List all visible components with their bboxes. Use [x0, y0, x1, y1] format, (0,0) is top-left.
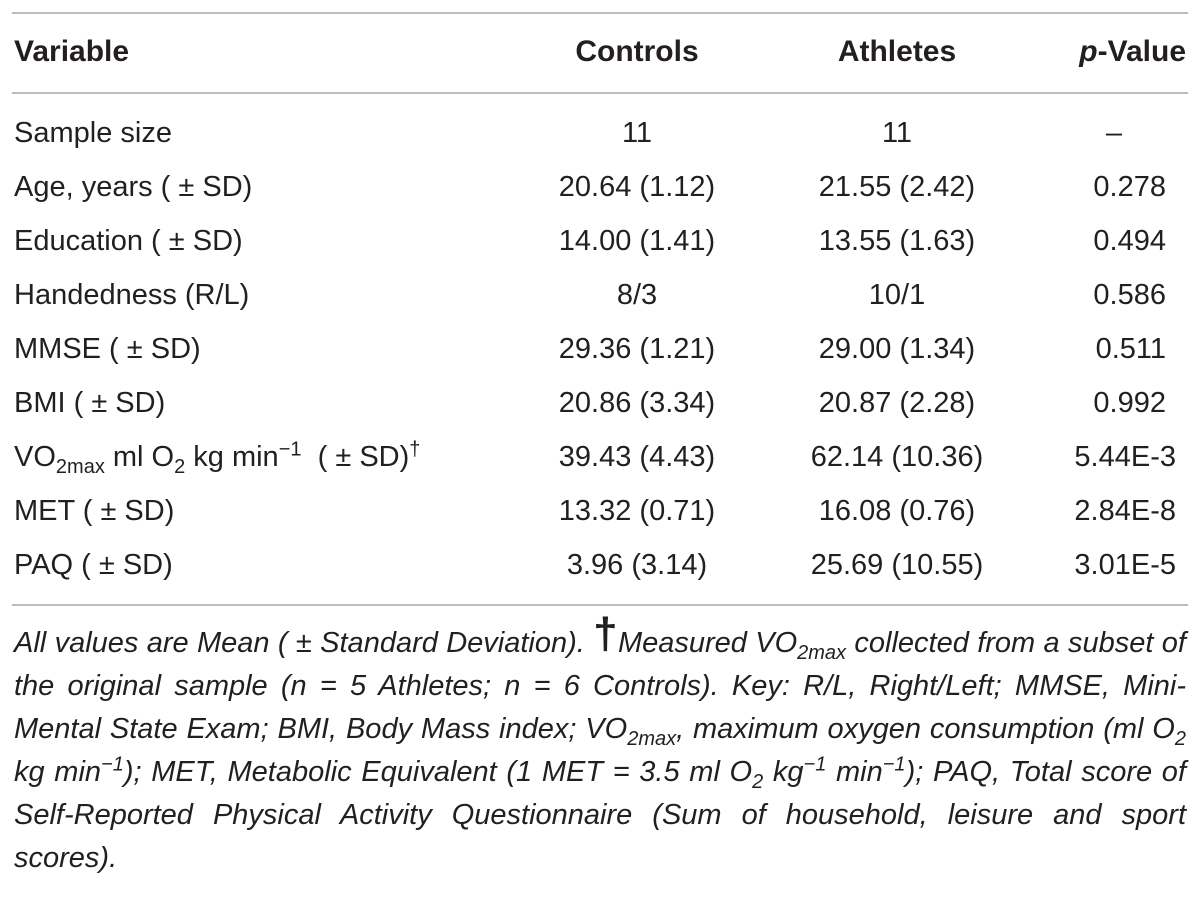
- row-athletes: 11: [881, 117, 913, 149]
- row-pvalue: 5.44E-3: [1074, 441, 1176, 473]
- header-pvalue: [1079, 28, 1186, 76]
- table-footnote: All values are Mean ( ± Standard Deviation). †Measured $VO_{2max}$ collected from a subset of the original sample (n = 5 Athletes; n = 6 Controls). Key: R/L, Right/Left; MMSE, Mini-Mental State Exam; BMI, Body Mass index; $VO_{2max}$, maximum oxygen consumption (ml $O_2$ kg $\min^{-1}$); MET, Metabolic Equivalent (1 MET = 3.5 ml $O_2$ $kg^{-1}$ $\min^{-1}$); PAQ, Total score of Self-Reported Physical Activity Questionnaire (Sum of household, leisure and sport scores).: [14, 609, 1186, 874]
- table-bottom-rule: [12, 604, 1188, 606]
- row-controls: 29.36 (1.21): [558, 333, 716, 365]
- row-variable: Age, years ( ± SD): [14, 171, 253, 203]
- row-athletes: 13.55 (1.63): [818, 225, 976, 257]
- table-row: [0, 538, 1200, 592]
- table-top-rule: [12, 12, 1188, 14]
- row-controls: 13.32 (0.71): [558, 495, 716, 527]
- row-pvalue: 3.01E-5: [1074, 549, 1176, 581]
- row-athletes: 10/1: [868, 279, 926, 311]
- table-row: [0, 106, 1200, 160]
- row-athletes: 25.69 (10.55): [810, 549, 984, 581]
- header-athletes: Athletes: [837, 35, 957, 68]
- row-pvalue: 0.586: [1093, 279, 1166, 311]
- header-variable: Variable: [14, 35, 130, 68]
- row-controls: 3.96 (3.14): [566, 549, 708, 581]
- table-row: [0, 268, 1200, 322]
- header-pvalue-rest: -Value: [1097, 35, 1186, 68]
- dagger-mark: †: [409, 438, 421, 461]
- row-athletes: 62.14 (10.36): [810, 441, 984, 473]
- row-variable: PAQ ( ± SD): [14, 549, 173, 581]
- row-controls: 11: [621, 117, 653, 149]
- row-pvalue: 0.494: [1093, 225, 1166, 257]
- row-controls: 8/3: [616, 279, 658, 311]
- header-controls: Controls: [575, 35, 699, 68]
- table-row: [0, 322, 1200, 376]
- row-variable: MMSE ( ± SD): [14, 333, 201, 365]
- row-athletes: 16.08 (0.76): [818, 495, 976, 527]
- table-row: [0, 214, 1200, 268]
- table-row: [0, 160, 1200, 214]
- row-variable: Education ( ± SD): [14, 225, 243, 257]
- row-variable: Handedness (R/L): [14, 279, 250, 311]
- row-controls: 20.64 (1.12): [558, 171, 716, 203]
- row-pvalue: 0.992: [1093, 387, 1166, 419]
- row-variable-vo2max: $VO_{2max}$ ml $O_2$ kg $\min^{-1}$ ( ± SD)†: [14, 438, 421, 478]
- row-pvalue: –: [1105, 117, 1123, 149]
- header-bottom-rule: [12, 92, 1188, 94]
- table-row: [0, 430, 1200, 484]
- header-pvalue-italic: p: [1079, 35, 1098, 68]
- dagger-mark: †: [593, 609, 618, 658]
- row-controls: 20.86 (3.34): [558, 387, 716, 419]
- row-pvalue: 0.278: [1093, 171, 1166, 203]
- row-variable: Sample size: [14, 117, 172, 149]
- row-athletes: 21.55 (2.42): [818, 171, 976, 203]
- row-variable: BMI ( ± SD): [14, 387, 166, 419]
- row-pvalue: 2.84E-8: [1074, 495, 1176, 527]
- table-row: [0, 484, 1200, 538]
- row-controls: 14.00 (1.41): [558, 225, 716, 257]
- row-athletes: 29.00 (1.34): [818, 333, 976, 365]
- row-variable: MET ( ± SD): [14, 495, 175, 527]
- row-controls: 39.43 (4.43): [558, 441, 716, 473]
- row-pvalue: 0.511: [1095, 333, 1166, 365]
- row-athletes: 20.87 (2.28): [818, 387, 976, 419]
- table-row: [0, 376, 1200, 430]
